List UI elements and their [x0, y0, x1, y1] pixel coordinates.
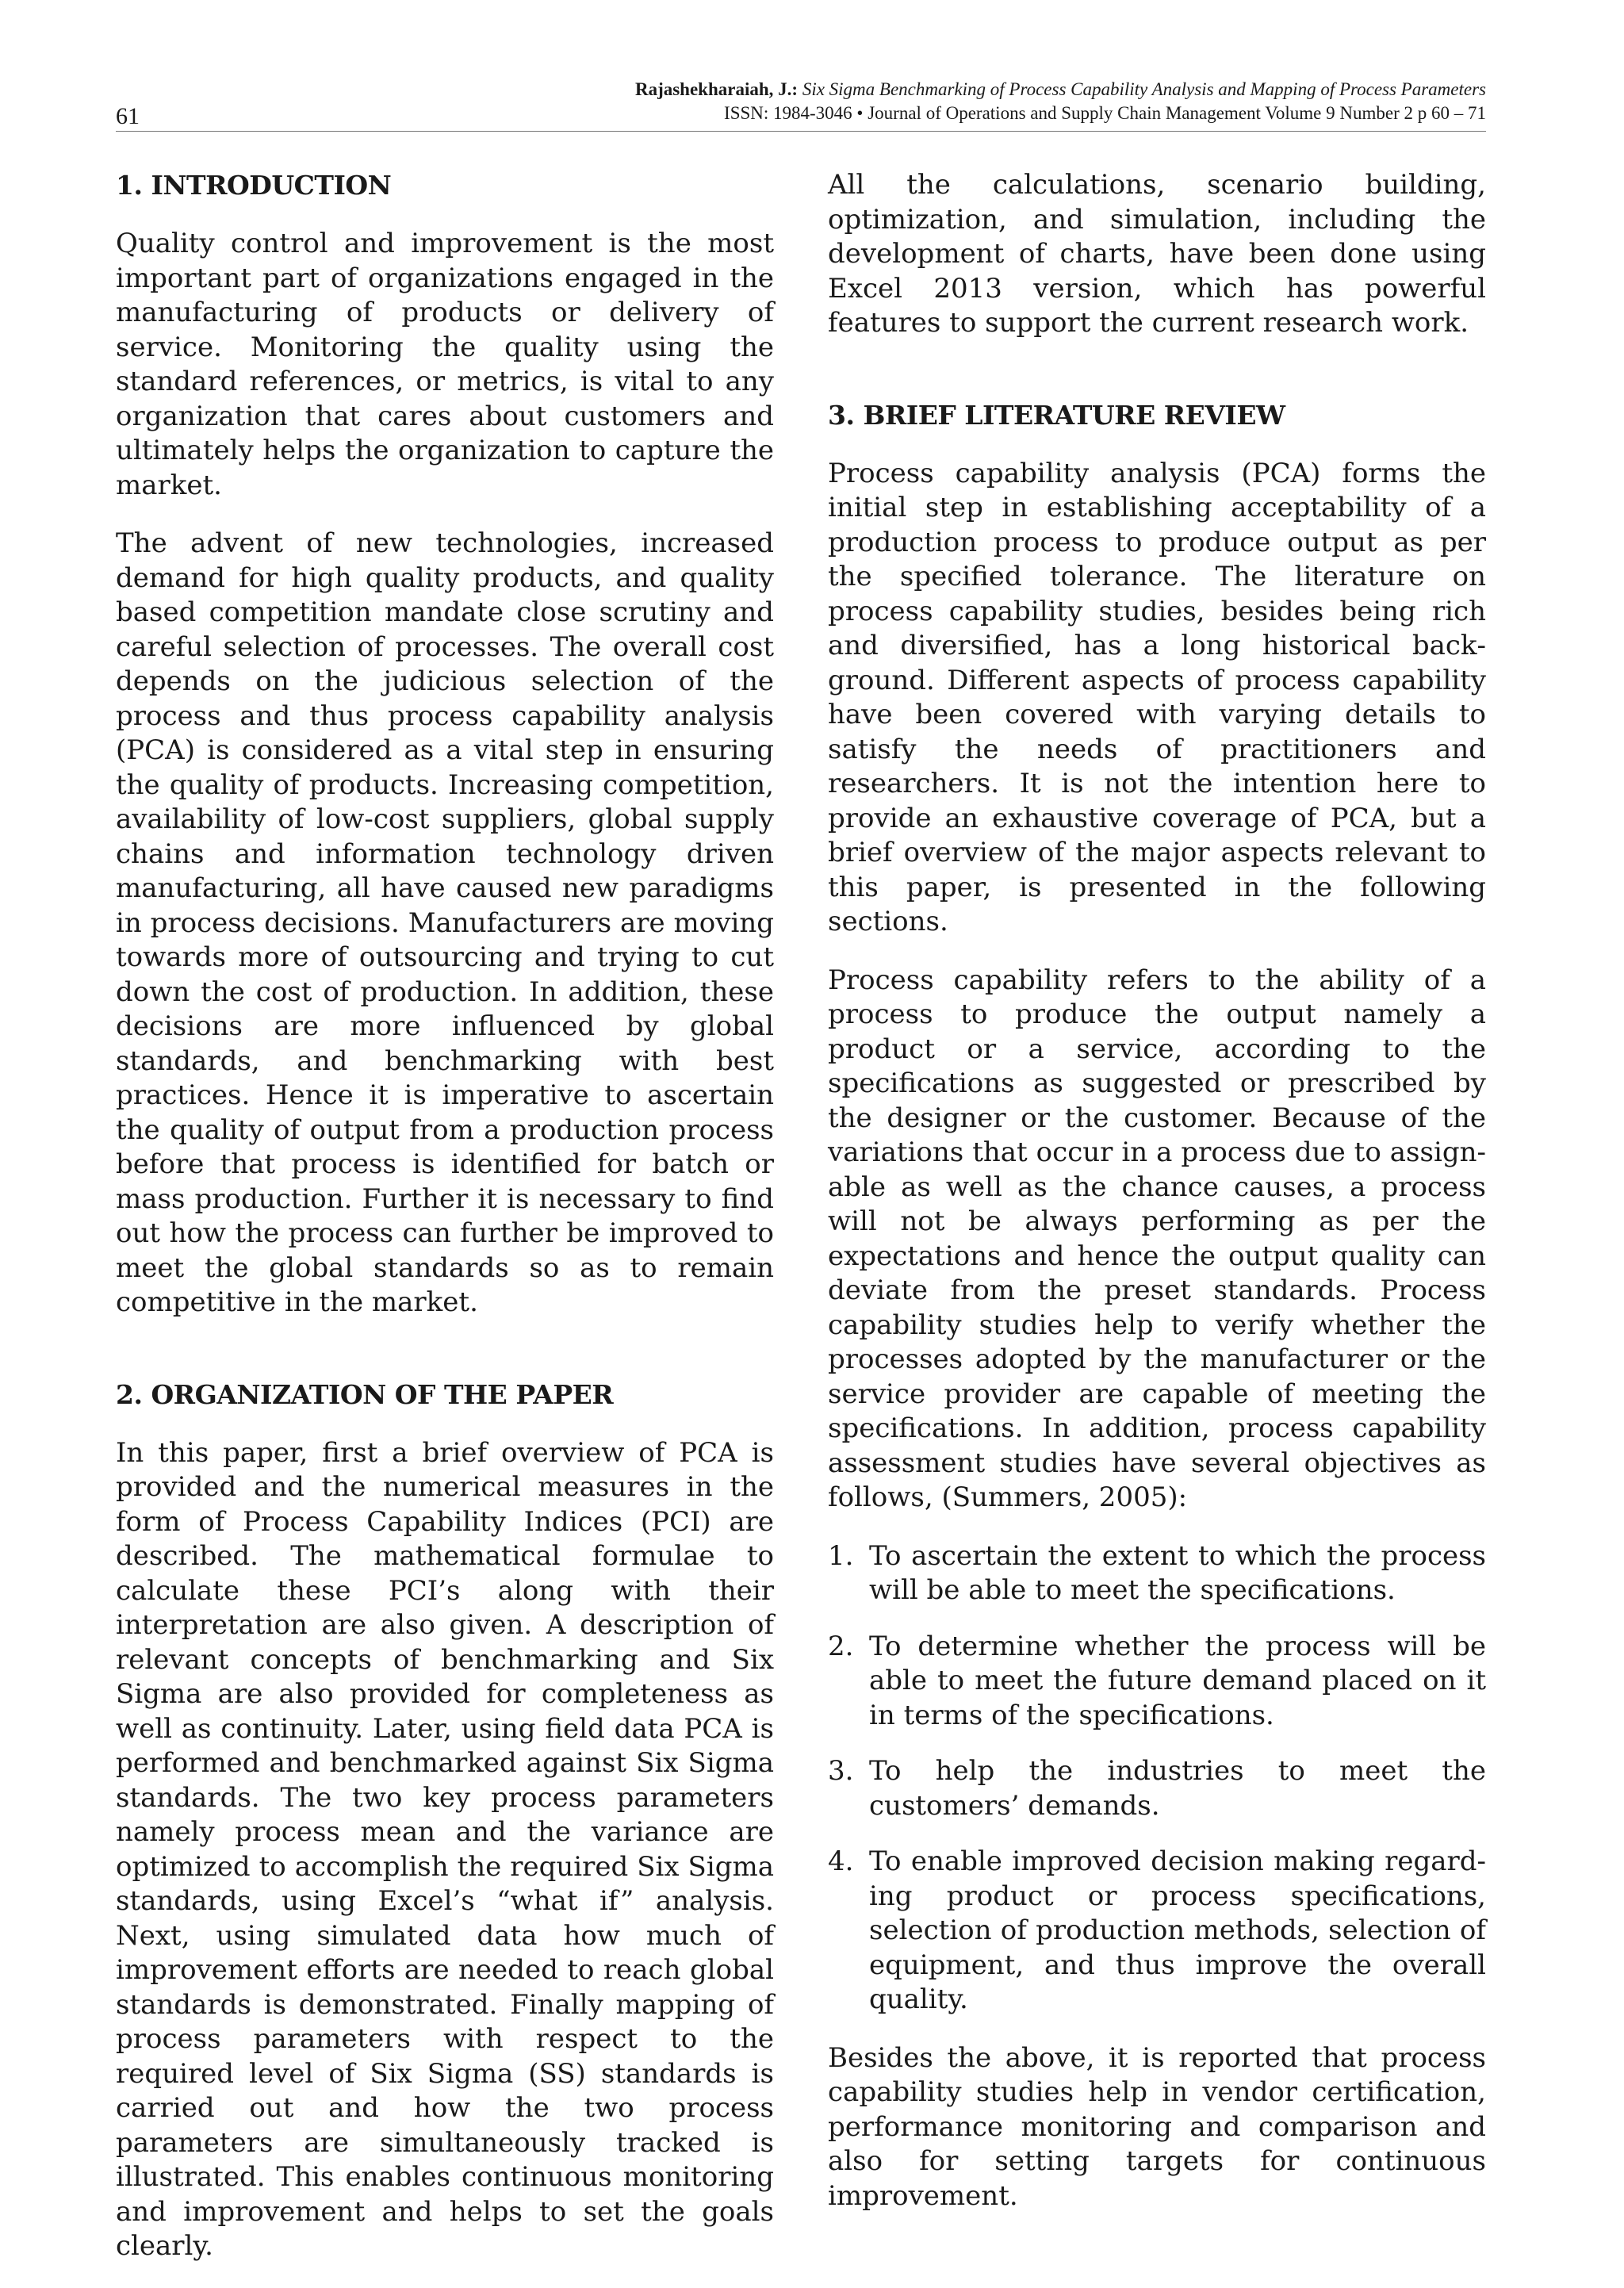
paragraph: Besides the above, it is reported that process capability studies help in vendor certification, performance monitoring and comparison and also for setting targets for continuous improvement. — [828, 2041, 1486, 2212]
list-item-text: To determine whether the process will be able to meet the future demand placed on it in terms of the specifications. — [869, 1630, 1486, 1731]
paragraph: All the calculations, scenario building, optimization, and simulation, including the development of charts, have been done using Excel 2013 version, which has powerful features to support the current research work. — [828, 169, 1486, 339]
section-spacer — [116, 1344, 774, 1378]
objectives-list — [828, 1539, 1486, 2018]
running-header — [455, 78, 1486, 125]
list-item — [828, 1845, 1486, 2018]
section-spacer — [828, 365, 1486, 398]
paragraph: Process capability analysis (PCA) forms the initial step in establishing acceptability of a production process to produce output as per the specified tolerance. The literature on process capability studies, besides being rich and diversified, has a long historical background. Different aspects of process capability have been covered with varying details to satisfy the needs of practitioners and researchers. It is not the intention here to provide an exhaustive coverage of PCA, but a brief overview of the major aspects relevant to this paper, is presented in the following sections. — [828, 457, 1486, 937]
list-item-number: 3. — [828, 1755, 854, 1787]
section-heading-literature-review: 3. BRIEF LITERATURE REVIEW — [828, 399, 1285, 431]
list-item-text: To help the industries to meet the customers’ demands. — [869, 1755, 1486, 1822]
header-author: Rajashekharaiah, J.: — [634, 79, 799, 99]
paragraph: The advent of new technologies, increased demand for high quality products, and quality based competition mandate close scrutiny and careful selection of processes. The overall cost depends on the judicious selection of the process and thus process capability analysis (PCA) is considered as a vital step in ensuring the quality of products. Increasing competition, availability of low-cost suppliers, global supply chains and information technology driven manufacturing, all have caused new paradigms in process decisions. Manufacturers are moving towards more of outsourcing and trying to cut down the cost of production. In addition, these decisions are more influenced by global standards, and benchmarking with best practices. Hence it is imperative to ascertain the quality of output from a production process before that process is identified for batch or mass production. Further it is necessary to find out how the process can further be improved to meet the global standards so as to remain competitive in the market. — [116, 527, 774, 1318]
list-item-number: 4. — [828, 1845, 854, 1877]
left-column — [116, 168, 774, 2288]
list-item — [828, 1630, 1486, 1734]
header-citation-line — [455, 78, 1486, 102]
list-item-number: 2. — [828, 1630, 854, 1662]
page-number: 61 — [116, 103, 140, 129]
list-item-text: To enable improved decision making regarding product or process specifications, selection of production methods, selection of equipment, and thus improve the overall quality. — [869, 1845, 1486, 2015]
paragraph: Quality control and improvement is the most important part of organizations engaged in the manufacturing of products or delivery of service. Monitoring the quality using the standard references, or metrics, is vital to any organization that cares about customers and ultimately helps the organization to capture the market. — [116, 228, 774, 501]
list-item-number: 1. — [828, 1539, 854, 1572]
header-divider — [116, 131, 1486, 132]
paragraph: In this paper, first a brief overview of PCA is provided and the numerical measures in the form of Process Capability Indices (PCI) are described. The mathematical formulae to calculate these PCI’s along with their interpretation are also given. A description of relevant concepts of benchmarking and Six Sigma are also provided for completeness as well as continuity. Later, using field data PCA is performed and benchmarked against Six Sigma standards. The two key process parameters namely process mean and the variance are optimized to accomplish the required Six Sigma standards, using Excel’s “what if” analysis. Next, using simulated data how much of improvement efforts are needed to reach global standards is demonstrated. Finally mapping of process parameters with respect to the required level of Six Sigma (SS) standards is carried out and how the two process parameters are simultaneously tracked is illustrated. This enables continuous monitoring and improvement and helps to set the goals clearly. — [116, 1436, 774, 2262]
header-article-title: Six Sigma Benchmarking of Process Capability Analysis and Mapping of Process Parameters — [802, 79, 1486, 99]
list-item — [828, 1754, 1486, 1823]
section-heading-introduction: 1. INTRODUCTION — [116, 170, 392, 201]
header-journal-line: ISSN: 1984-3046 • Journal of Operations and Supply Chain Management Volume 9 Number 2 p 60 – 71 — [724, 103, 1486, 123]
right-column — [828, 168, 1486, 2237]
list-item-text: To ascertain the extent to which the process will be able to meet the specifications. — [869, 1539, 1486, 1606]
list-item — [828, 1539, 1486, 1608]
paragraph: Process capability refers to the ability of a process to produce the output namely a product or a service, according to the specifications as suggested or prescribed by the designer or the customer. Because of the variations that occur in a process due to assignable as well as the chance causes, a process will not be always performing as per the expectations and hence the output quality can deviate from the preset standards. Process capability studies help to verify whether the processes adopted by the manufacturer or the service provider are capable of meeting the specifications. In addition, process capability assessment studies have several objectives as follows, (Summers, 2005): — [828, 964, 1486, 1513]
section-heading-organization: 2. ORGANIZATION OF THE PAPER — [116, 1378, 614, 1410]
